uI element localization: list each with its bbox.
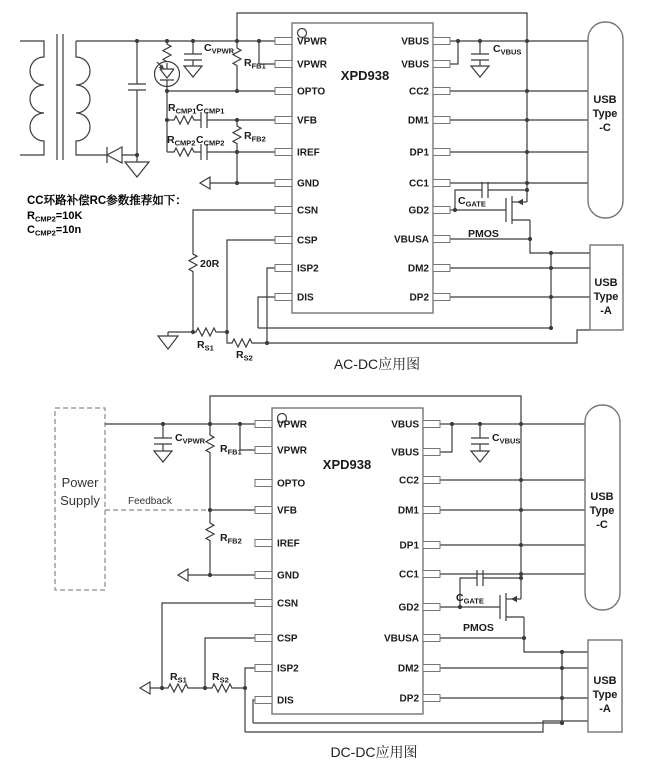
cvpwr-label-part: VPWR	[211, 46, 235, 56]
type-a-label: Type	[593, 291, 619, 303]
chip-name: XPD938	[340, 68, 390, 83]
cvbus-label-part: VBUS	[499, 436, 521, 446]
junction-dots-part	[549, 295, 553, 299]
junction-dots-part	[235, 150, 239, 154]
gnd-arrow-icon	[158, 336, 178, 349]
pin-label: GND	[277, 570, 300, 582]
sense-resistors	[140, 671, 245, 694]
cvbus-label-part: C	[492, 432, 500, 444]
vbus2-branch	[440, 424, 452, 452]
connector-body	[588, 22, 623, 218]
rfb2-label-part: FB2	[227, 536, 242, 546]
rcmp2-label-part: CMP2	[174, 138, 196, 148]
pin-label: DM1	[407, 115, 429, 127]
rfb2-label-part: FB2	[251, 134, 266, 144]
type-a-label: -A	[600, 305, 612, 317]
cvbus-capacitor	[471, 424, 520, 462]
cvpwr-label-part: C	[204, 42, 212, 54]
gnd-arrow-icon	[200, 177, 210, 189]
capacitor-body	[471, 41, 489, 66]
rcmp1-label-part: R	[168, 102, 176, 114]
rfb1-resistor	[233, 41, 266, 91]
junction-dots-part	[478, 39, 482, 43]
junction-dots-part	[456, 39, 460, 43]
cvpwr-label	[175, 432, 206, 446]
note-line-r-part: CMP2	[34, 214, 56, 224]
pin-box	[255, 507, 272, 514]
type-c-label: -C	[599, 122, 611, 134]
power-supply-label: Supply	[60, 493, 100, 508]
junction-dots-part	[160, 686, 164, 690]
pin-label: CC1	[408, 178, 429, 190]
rfb1-label-part: R	[244, 57, 252, 69]
cgate-label-part: GATE	[463, 596, 484, 606]
usb-type-a	[588, 640, 622, 732]
pin-box	[255, 572, 272, 579]
pin-box	[433, 61, 450, 68]
rs1-label	[197, 339, 214, 353]
junction-dots-part	[519, 572, 523, 576]
note-line-c-part: =10n	[55, 224, 82, 236]
pin-box	[423, 665, 440, 672]
junction-dots-part	[191, 330, 195, 334]
junction-dots-part	[458, 605, 462, 609]
chip	[255, 408, 440, 714]
source-arrow	[511, 596, 517, 602]
pin-box	[275, 207, 292, 214]
junction-dots-part	[478, 422, 482, 426]
pmos-drain-route	[530, 220, 590, 328]
type-c-label: Type	[589, 505, 615, 517]
usb-type-c	[588, 22, 623, 218]
pin-box	[423, 449, 440, 456]
rfb2-label	[244, 130, 266, 144]
cvpwr-label	[204, 42, 235, 56]
rfb2-resistor	[233, 120, 266, 152]
chip	[275, 23, 450, 313]
pin-box	[433, 180, 450, 187]
ground-arrow-icon	[471, 451, 489, 462]
junction-dots-part	[208, 508, 212, 512]
pin-label: ISP2	[297, 263, 319, 275]
junction-dots-part	[519, 543, 523, 547]
note-line-c-part: C	[27, 224, 35, 236]
pin-label: DIS	[297, 292, 314, 304]
pin-box	[423, 477, 440, 484]
pin-label: IREF	[297, 147, 320, 159]
pin-label: OPTO	[297, 86, 326, 98]
rs2-label-part: S2	[243, 353, 253, 363]
junction-dots-part	[165, 39, 169, 43]
rfb2-resistor	[206, 510, 242, 575]
diode-triangle	[107, 147, 122, 163]
ccmp2-label	[196, 134, 224, 148]
csp-wire	[227, 240, 275, 332]
pin-label: CC2	[398, 475, 419, 487]
rfb1-label	[220, 443, 242, 457]
junction-dots-part	[522, 636, 526, 640]
junction-dots-part	[208, 422, 212, 426]
type-c-label: USB	[590, 491, 614, 503]
ground-arrow-icon	[154, 451, 172, 462]
junction-dots-part	[165, 89, 169, 93]
rfb2-label-part: R	[244, 130, 252, 142]
pin-box	[423, 604, 440, 611]
pin-label: VPWR	[277, 419, 307, 431]
pin-label: VPWR	[297, 59, 327, 71]
rcmp1-label-part: CMP1	[175, 106, 197, 116]
dc-dc-diagram	[55, 396, 622, 760]
ground-arrow-icon	[184, 66, 202, 77]
pin-box	[275, 38, 292, 45]
sense-line	[150, 684, 245, 692]
pin-box	[255, 697, 272, 704]
cgate-capacitor	[456, 570, 521, 607]
note-line-r-part: =10K	[55, 210, 83, 222]
rcmp2-label	[167, 134, 195, 148]
junction-dots-part	[525, 118, 529, 122]
source-arrow	[517, 199, 523, 205]
pin-box	[255, 540, 272, 547]
rs2-label-part: S2	[219, 675, 229, 685]
pin-box	[275, 294, 292, 301]
pin-box	[275, 88, 292, 95]
junction-dots-part	[135, 39, 139, 43]
pin-box	[255, 480, 272, 487]
type-a-label: Type	[592, 689, 618, 701]
pin-box	[255, 447, 272, 454]
ac-dc-caption: AC-DC应用图	[333, 356, 421, 372]
junction-dots-part	[519, 478, 523, 482]
rs1-label-part: S1	[204, 343, 214, 353]
ccmp1-label-part: CMP1	[203, 106, 225, 116]
junction-dots-part	[450, 422, 454, 426]
note-title: CC环路补偿RC参数推荐如下：	[27, 195, 187, 207]
junction-dots-part	[560, 696, 564, 700]
primary-winding	[20, 41, 44, 155]
junction-dots-part	[549, 251, 553, 255]
pmos-label: PMOS	[468, 228, 499, 240]
cgate-label-part: C	[458, 195, 466, 207]
gnd-arrow-icon	[178, 569, 188, 581]
pin-box	[433, 88, 450, 95]
rectifier-diode	[100, 147, 137, 163]
pin-box	[255, 421, 272, 428]
resistor-body	[206, 510, 214, 575]
resistor-body	[233, 120, 241, 152]
pin-label: VBUS	[391, 419, 419, 431]
pin-label: DP2	[399, 693, 419, 705]
pin-label: CC1	[398, 569, 419, 581]
ac-dc-diagram	[20, 13, 623, 372]
pin-box	[255, 600, 272, 607]
pin-label: VBUS	[391, 447, 419, 459]
capacitor-body	[154, 424, 172, 451]
junction-dots-part	[165, 118, 169, 122]
junction-dots-part	[560, 666, 564, 670]
pin-box	[275, 265, 292, 272]
rfb1-label-part: FB1	[227, 447, 242, 457]
junction-dots-part	[549, 326, 553, 330]
junction-dots-part	[560, 721, 564, 725]
led-triangle	[160, 69, 174, 78]
pin-box	[255, 635, 272, 642]
pin-label: GD2	[408, 205, 429, 217]
ccmp1-label-part: C	[196, 102, 204, 114]
pin-label: VBUSA	[383, 633, 419, 645]
pin-box	[433, 294, 450, 301]
junction-dots-part	[257, 39, 261, 43]
type-a-label: USB	[594, 277, 618, 289]
compensation-network	[167, 102, 224, 160]
cvbus-label	[493, 43, 521, 57]
rfb2-label	[220, 532, 242, 546]
junction-dots-part	[525, 188, 529, 192]
pin-label: VBUS	[401, 36, 429, 48]
cvbus-label-part: VBUS	[500, 47, 522, 57]
pin-label: OPTO	[277, 478, 306, 490]
pin-box	[275, 180, 292, 187]
junction-dots-part	[161, 422, 165, 426]
cvbus-label-part: C	[493, 43, 501, 55]
junction-dots-part	[549, 266, 553, 270]
pin-label: DM2	[407, 263, 429, 275]
pin-box	[275, 117, 292, 124]
type-c-label: Type	[592, 108, 618, 120]
note-line-r-part: R	[27, 210, 35, 222]
pin-label: DP2	[409, 292, 429, 304]
pin-label: VPWR	[277, 445, 307, 457]
pin-label: VFB	[297, 115, 317, 127]
gnd-net	[178, 569, 255, 581]
gnd-arrow-icon	[140, 682, 150, 694]
pin-box	[433, 236, 450, 243]
isp2-wire	[267, 268, 275, 343]
pin-box	[433, 149, 450, 156]
capacitor-body	[128, 41, 146, 162]
pmos-drain-route	[524, 617, 588, 723]
rfb1-label-part: R	[220, 443, 228, 455]
csn-wire-with-20r	[189, 210, 275, 332]
rs2-label-part: R	[236, 349, 244, 361]
rcmp2-label-part: R	[167, 134, 175, 146]
cvpwr-capacitor	[154, 424, 206, 462]
junction-dots-part	[525, 181, 529, 185]
junction-dots-part	[238, 422, 242, 426]
capacitor-body	[184, 41, 202, 66]
pin-label: VFB	[277, 505, 297, 517]
power-supply-label: Power	[61, 475, 99, 490]
ccmp2-label-part: C	[196, 134, 204, 146]
rfb1-label-part: FB1	[251, 61, 266, 71]
ccmp2-label-part: CMP2	[203, 138, 225, 148]
cgate-label-part: C	[456, 592, 464, 604]
pin-box	[433, 117, 450, 124]
junction-dots-part	[528, 237, 532, 241]
ground-arrow-icon	[471, 66, 489, 77]
pin-label: DP1	[399, 540, 419, 552]
note-line-c-part: CMP2	[34, 228, 56, 238]
pin-label: CSN	[277, 598, 299, 610]
usb-type-a	[590, 245, 623, 330]
type-a-label: USB	[593, 675, 617, 687]
r20-resistor	[200, 258, 220, 270]
cvbus-capacitor	[471, 41, 521, 77]
rs1-label-part: S1	[177, 675, 187, 685]
capacitor-body	[471, 424, 489, 451]
pin-box	[255, 665, 272, 672]
rfb2-label-part: R	[220, 532, 228, 544]
series-resistor	[163, 41, 171, 62]
junction-dots-part	[235, 181, 239, 185]
pin-box	[433, 265, 450, 272]
junction-dots-part	[235, 89, 239, 93]
secondary-winding	[76, 41, 100, 155]
rs1-label	[170, 671, 187, 685]
junction-dots-part	[243, 686, 247, 690]
cvpwr-label-part: C	[175, 432, 183, 444]
pin-label: CSN	[297, 205, 319, 217]
rs2-label	[236, 349, 253, 363]
usb-type-c	[585, 405, 620, 610]
junction-dots-part	[225, 330, 229, 334]
r20-label: 20R	[200, 258, 220, 270]
note-block	[27, 193, 187, 238]
junction-dots-part	[208, 573, 212, 577]
type-c-label: USB	[593, 94, 617, 106]
type-c-label: -C	[596, 519, 608, 531]
type-a-label: -A	[599, 703, 611, 715]
cgate-label-part: GATE	[465, 199, 486, 209]
junction-dots-part	[560, 650, 564, 654]
transformer	[20, 34, 100, 160]
pin-label: CSP	[297, 235, 318, 247]
pin-box	[423, 507, 440, 514]
pin-label: DM2	[397, 663, 419, 675]
pin-box	[423, 695, 440, 702]
pin-label: GD2	[398, 602, 419, 614]
pin-box	[423, 421, 440, 428]
chip-name: XPD938	[322, 457, 372, 472]
pin-box	[275, 149, 292, 156]
pin-label: VPWR	[297, 36, 327, 48]
sense-line	[168, 328, 590, 347]
rcmp1-label	[168, 102, 196, 116]
note-line-r	[27, 210, 82, 224]
pin-label: VBUSA	[393, 234, 429, 246]
junction-dots-part	[191, 39, 195, 43]
pin-label: DIS	[277, 695, 294, 707]
note-line-c	[27, 224, 81, 238]
vbus2-branch	[450, 41, 458, 64]
rs1-label-part: R	[197, 339, 205, 351]
pin-label: DP1	[409, 147, 429, 159]
pin-box	[433, 207, 450, 214]
pin-box	[423, 635, 440, 642]
pin-label: CSP	[277, 633, 298, 645]
power-supply	[55, 408, 210, 590]
junction-dots-part	[519, 508, 523, 512]
rfb1-resistor	[206, 424, 242, 510]
ground-icon	[125, 162, 149, 177]
rs2-label	[212, 671, 229, 685]
pin-label: DM1	[397, 505, 419, 517]
junction-dots-part	[525, 150, 529, 154]
cvbus-label	[492, 432, 520, 446]
pin-label: GND	[297, 178, 320, 190]
vpwr2-branch	[240, 424, 255, 450]
pin-box	[275, 61, 292, 68]
junction-dots-part	[235, 39, 239, 43]
resistor-body	[233, 41, 241, 91]
resistor-body	[206, 424, 214, 510]
pin-box	[433, 38, 450, 45]
junction-dots-part	[135, 153, 139, 157]
ccmp1-label	[196, 102, 224, 116]
pin-label: VBUS	[401, 59, 429, 71]
pin-box	[423, 571, 440, 578]
rs2-label-part: R	[212, 671, 220, 683]
cvpwr-label-part: VPWR	[182, 436, 206, 446]
cgate-label	[456, 592, 484, 606]
rs1-label-part: R	[170, 671, 178, 683]
dc-dc-caption: DC-DC应用图	[330, 744, 418, 760]
junction-dots-part	[453, 208, 457, 212]
cvpwr-capacitor	[184, 41, 235, 77]
pin-label: ISP2	[277, 663, 299, 675]
pin-label: CC2	[408, 86, 429, 98]
junction-dots-part	[525, 89, 529, 93]
pmos-label: PMOS	[463, 622, 494, 634]
junction-dots-part	[235, 118, 239, 122]
pin-label: IREF	[277, 538, 300, 550]
pin-box	[423, 542, 440, 549]
pin-box	[275, 237, 292, 244]
junction-dots-part	[519, 422, 523, 426]
cgate-capacitor	[455, 182, 527, 210]
junction-dots-part	[525, 39, 529, 43]
junction-dots-part	[519, 576, 523, 580]
junction-dots-part	[265, 341, 269, 345]
feedback-label: Feedback	[128, 496, 172, 507]
junction-dots-part	[203, 686, 207, 690]
